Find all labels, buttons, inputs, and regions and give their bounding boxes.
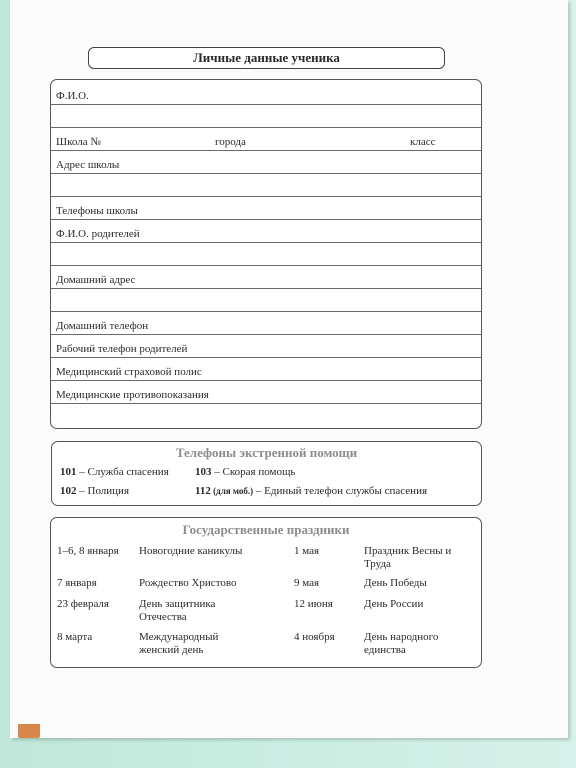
holiday-name: День защитника Отечества xyxy=(139,598,216,623)
holiday-name: День народного единства xyxy=(364,631,439,656)
line-home-address-2[interactable] xyxy=(51,311,481,312)
emergency-service: – Единый телефон службы спасения xyxy=(253,485,428,497)
label-city: города xyxy=(215,136,246,148)
emergency-service: – Служба спасения xyxy=(76,466,169,478)
holiday-date: 8 марта xyxy=(57,631,93,643)
holiday-date: 1–6, 8 января xyxy=(57,545,119,557)
emergency-number: 112 xyxy=(195,485,211,497)
label-school-address: Адрес школы xyxy=(56,159,120,171)
label-class: класс xyxy=(410,136,436,148)
line-insurance[interactable] xyxy=(51,380,481,381)
label-fio: Ф.И.О. xyxy=(56,90,89,102)
emergency-note: (для моб.) xyxy=(210,486,254,496)
label-insurance: Медицинский страховой полис xyxy=(56,366,202,378)
holiday-name: Международный женский день xyxy=(139,631,219,656)
label-parents-work-phone: Рабочий телефон родителей xyxy=(56,343,188,355)
line-school[interactable] xyxy=(51,150,481,151)
emergency-number: 102 xyxy=(60,485,77,497)
line-parents-fio[interactable] xyxy=(51,242,481,243)
label-school-no: Школа № xyxy=(56,136,101,148)
holiday-date: 7 января xyxy=(57,577,97,589)
page-title: Личные данные ученика xyxy=(88,47,445,69)
emergency-item xyxy=(60,466,169,478)
emergency-item xyxy=(195,466,295,478)
holiday-name: Рождество Христово xyxy=(139,577,237,589)
emergency-service: – Скорая помощь xyxy=(211,466,296,478)
line-fio[interactable] xyxy=(51,104,481,105)
holiday-date: 4 ноября xyxy=(294,631,335,643)
line-school-phones[interactable] xyxy=(51,219,481,220)
line-school-address[interactable] xyxy=(51,173,481,174)
emergency-heading: Телефоны экстренной помощи xyxy=(175,445,358,460)
holiday-date: 23 февраля xyxy=(57,598,109,610)
page-edge-tab xyxy=(18,724,40,738)
emergency-item xyxy=(195,485,427,497)
label-home-phone: Домашний телефон xyxy=(56,320,149,332)
holiday-date: 12 июня xyxy=(294,598,333,610)
line-fio-2[interactable] xyxy=(51,127,481,128)
line-parents-work-phone[interactable] xyxy=(51,357,481,358)
emergency-number: 101 xyxy=(60,466,77,478)
holidays-heading: Государственные праздники xyxy=(182,522,350,537)
label-home-address: Домашний адрес xyxy=(56,274,136,286)
holiday-name: Праздник Весны и Труда xyxy=(364,545,452,570)
personal-data-form xyxy=(50,79,482,429)
holiday-name: День России xyxy=(364,598,424,610)
line-parents-fio-2[interactable] xyxy=(51,265,481,266)
line-home-phone[interactable] xyxy=(51,334,481,335)
label-parents-fio: Ф.И.О. родителей xyxy=(56,228,140,240)
emergency-number: 103 xyxy=(195,466,212,478)
holiday-date: 1 мая xyxy=(294,545,320,557)
holiday-name: Новогодние каникулы xyxy=(139,545,243,557)
holiday-name: День Победы xyxy=(364,577,427,589)
line-contraindications[interactable] xyxy=(51,403,481,404)
label-school-phones: Телефоны школы xyxy=(56,205,138,217)
line-home-address[interactable] xyxy=(51,288,481,289)
label-contraindications: Медицинские противопоказания xyxy=(56,389,209,401)
line-school-address-2[interactable] xyxy=(51,196,481,197)
holiday-date: 9 мая xyxy=(294,577,320,589)
state-holidays-box xyxy=(50,517,482,668)
notebook-page xyxy=(10,0,568,738)
emergency-item xyxy=(60,485,129,497)
emergency-service: – Полиция xyxy=(76,485,130,497)
emergency-phones-box xyxy=(51,441,482,506)
